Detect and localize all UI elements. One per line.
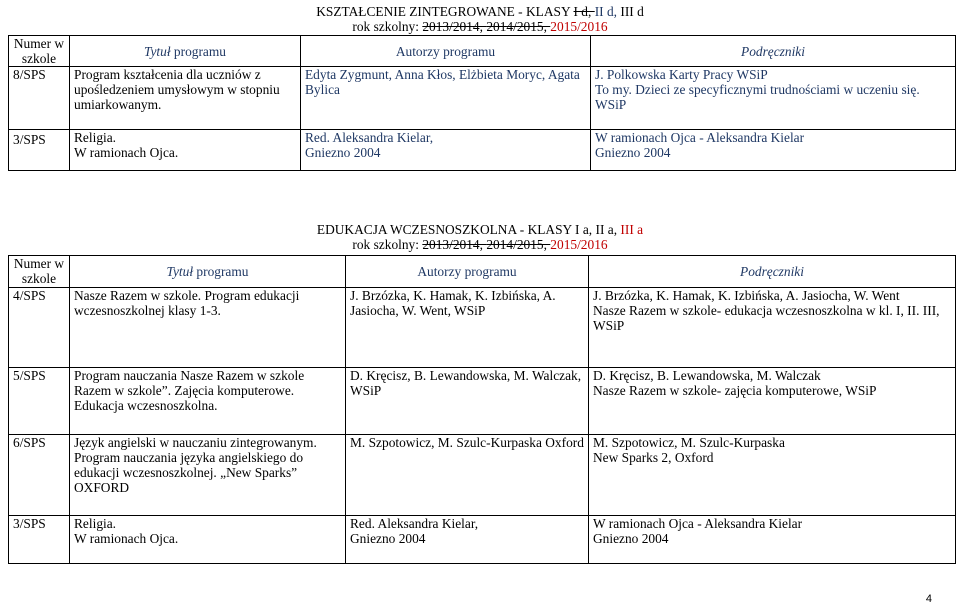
table-row bbox=[9, 288, 956, 368]
section1-title bbox=[160, 4, 800, 19]
section2-year-label: rok szkolny: bbox=[352, 237, 419, 252]
section1-years bbox=[422, 19, 607, 34]
row-authors: Edyta Zygmunt, Anna Kłos, Elżbieta Moryc, Agata Bylica bbox=[301, 67, 591, 130]
header-books: Podręczniki bbox=[589, 256, 956, 288]
header-books: Podręczniki bbox=[591, 36, 956, 67]
section2-table bbox=[8, 255, 956, 564]
section2-year bbox=[160, 237, 800, 252]
page-number: 4 bbox=[925, 593, 932, 605]
row-title: Religia. W ramionach Ojca. bbox=[70, 130, 301, 171]
header-title: Tytuł programu bbox=[70, 36, 301, 67]
row-books: W ramionach Ojca - Aleksandra Kielar Gniezno 2004 bbox=[589, 516, 956, 564]
section2-year-2: 2015/2016 bbox=[550, 237, 608, 252]
table-header-row bbox=[9, 36, 956, 67]
section1-class-1: II d, bbox=[594, 4, 621, 19]
table-header-row bbox=[9, 256, 956, 288]
section1-year-0: 2013/2014, bbox=[422, 19, 487, 34]
table-row bbox=[9, 67, 956, 130]
row-authors: M. Szpotowicz, M. Szulc-Kurpaska Oxford bbox=[346, 435, 589, 516]
section1-table bbox=[8, 35, 956, 171]
section1-classes bbox=[574, 4, 644, 19]
section1-title-text: KSZTAŁCENIE ZINTEGROWANE - KLASY bbox=[316, 4, 571, 19]
row-books: M. Szpotowicz, M. Szulc-Kurpaska New Sparks 2, Oxford bbox=[589, 435, 956, 516]
row-authors: J. Brzózka, K. Hamak, K. Izbińska, A. Jasiocha, W. Went, WSiP bbox=[346, 288, 589, 368]
row-authors: Red. Aleksandra Kielar, Gniezno 2004 bbox=[346, 516, 589, 564]
table-row bbox=[9, 516, 956, 564]
section1-class-2: III d bbox=[620, 4, 644, 19]
section1-year-1: 2014/2015, bbox=[486, 19, 551, 34]
section1-year-label: rok szkolny: bbox=[352, 19, 419, 34]
row-books: J. Polkowska Karty Pracy WSiP To my. Dzieci ze specyficznymi trudnościami w uczeniu się. WSiP bbox=[591, 67, 956, 130]
row-books: D. Kręcisz, B. Lewandowska, M. Walczak Nasze Razem w szkole- zajęcia komputerowe, WSiP bbox=[589, 368, 956, 435]
header-authors: Autorzy programu bbox=[301, 36, 591, 67]
row-title: Program kształcenia dla uczniów z upośledzeniem umysłowym w stopniu umiarkowanym. bbox=[70, 67, 301, 130]
row-number: 8/SPS bbox=[9, 67, 70, 130]
row-authors: Red. Aleksandra Kielar, Gniezno 2004 bbox=[301, 130, 591, 171]
row-number: 3/SPS bbox=[9, 130, 70, 171]
row-title: Program nauczania Nasze Razem w szkole Razem w szkole”. Zajęcia komputerowe. Edukacja wczesnoszkolna. bbox=[70, 368, 346, 435]
section2-years bbox=[422, 237, 607, 252]
row-number: 5/SPS bbox=[9, 368, 70, 435]
header-authors: Autorzy programu bbox=[346, 256, 589, 288]
row-books: W ramionach Ojca - Aleksandra Kielar Gniezno 2004 bbox=[591, 130, 956, 171]
section1-year bbox=[160, 19, 800, 34]
section2-title bbox=[160, 222, 800, 237]
row-title: Nasze Razem w szkole. Program edukacji wczesnoszkolnej klasy 1-3. bbox=[70, 288, 346, 368]
row-authors: D. Kręcisz, B. Lewandowska, M. Walczak, WSiP bbox=[346, 368, 589, 435]
header-number: Numer w szkole bbox=[9, 36, 70, 67]
section2-year-1: 2014/2015, bbox=[486, 237, 551, 252]
row-books: J. Brzózka, K. Hamak, K. Izbińska, A. Jasiocha, W. Went Nasze Razem w szkole- edukacja wczesnoszkolna w kl. I, II. III, WSiP bbox=[589, 288, 956, 368]
row-number: 6/SPS bbox=[9, 435, 70, 516]
table-row bbox=[9, 368, 956, 435]
table-row bbox=[9, 130, 956, 171]
row-title: Język angielski w nauczaniu zintegrowanym. Program nauczania języka angielskiego do edukacji wczesnoszkolnej. „New Sparks” OXFORD bbox=[70, 435, 346, 516]
section1-class-0: I d, bbox=[573, 4, 595, 19]
header-number: Numer w szkole bbox=[9, 256, 70, 288]
header-title: Tytuł programu bbox=[70, 256, 346, 288]
row-title: Religia. W ramionach Ojca. bbox=[70, 516, 346, 564]
section2-year-0: 2013/2014, bbox=[422, 237, 487, 252]
row-number: 4/SPS bbox=[9, 288, 70, 368]
section1-year-2: 2015/2016 bbox=[550, 19, 608, 34]
table-row bbox=[9, 435, 956, 516]
row-number: 3/SPS bbox=[9, 516, 70, 564]
section2-title-text: EDUKACJA WCZESNOSZKOLNA - KLASY I a, II a, bbox=[316, 222, 618, 237]
section2-class-red: III a bbox=[620, 222, 644, 237]
